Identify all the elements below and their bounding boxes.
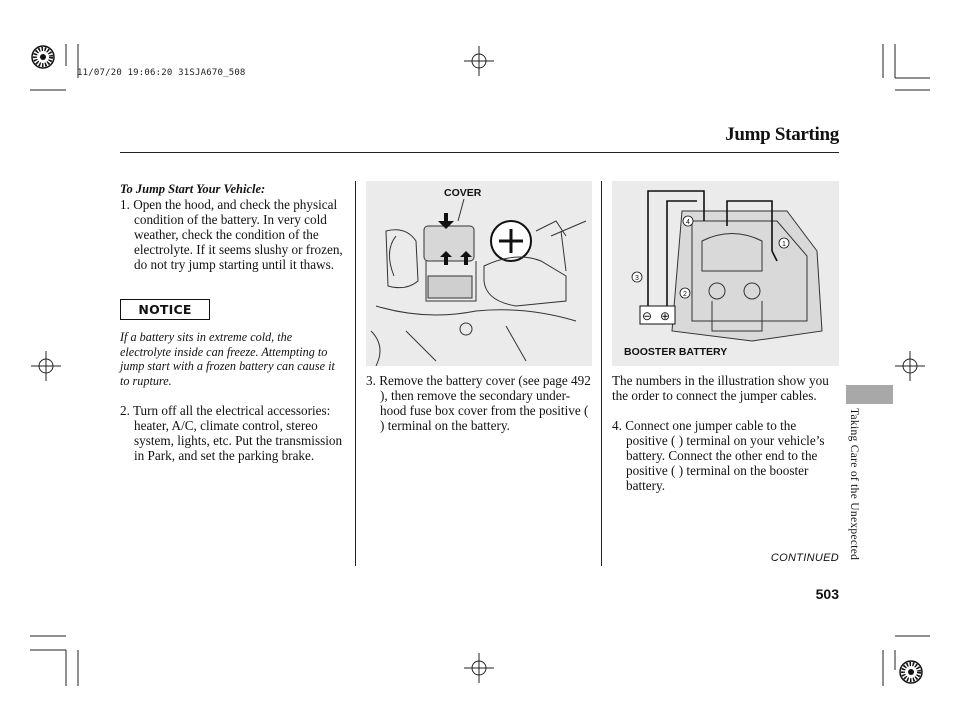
section-heading: To Jump Start Your Vehicle: <box>120 182 266 196</box>
registration-target-top-left <box>32 46 54 68</box>
continued-label: CONTINUED <box>770 552 839 564</box>
callout-1-text: 1 <box>782 241 786 248</box>
booster-battery-label: BOOSTER BATTERY <box>624 346 728 358</box>
page-title: Jump Starting <box>725 124 839 145</box>
column-divider-left <box>355 181 356 566</box>
left-column <box>120 182 344 272</box>
print-stamp: 11/07/20 19:06:20 31SJA670_508 <box>77 68 246 78</box>
callout-4-text: 4 <box>686 219 690 226</box>
notice-text: If a battery sits in extreme cold, the electrolyte inside can freeze. Attempting to jump start with a frozen battery can cause it to rupture. <box>120 330 335 388</box>
column-divider-right <box>601 181 602 566</box>
callout-3-text: 3 <box>635 275 639 282</box>
step-3: 3. Remove the battery cover (see page 492 ), then remove the secondary under-hood fuse box cover from the positive ( ) terminal on the battery. <box>366 373 591 433</box>
callout-2-text: 2 <box>683 291 687 298</box>
engine-bay-illustration <box>366 181 592 366</box>
cover-label: COVER <box>444 187 482 199</box>
step-3-block <box>366 373 592 433</box>
jumper-cable-figure <box>612 181 839 366</box>
step-2: 2. Turn off all the electrical accessories: heater, A/C, climate control, stereo system, lights, etc. Put the transmission in Park, and set the parking brake. <box>120 403 343 463</box>
step-4: 4. Connect one jumper cable to the positive ( ) terminal on your vehicle’s battery. Connect the other end to the positive ( ) terminal on the booster battery. <box>612 418 825 493</box>
title-rule <box>120 152 839 153</box>
step-2-block <box>120 403 344 463</box>
battery-cover-figure <box>366 181 592 366</box>
section-tab-text: Taking Care of the Unexpected <box>848 408 860 561</box>
page-number: 503 <box>815 586 839 602</box>
svg-text:⊕: ⊕ <box>660 309 671 323</box>
section-tab <box>846 385 893 404</box>
callout-markers <box>612 181 839 366</box>
step-1: 1. Open the hood, and check the physical condition of the battery. In very cold weather, check the condition of the electrolyte. If it seems slushy or frozen, do not try jump starting until it thaws. <box>120 197 343 272</box>
right-text-block <box>612 373 840 493</box>
notice-label: NOTICE <box>120 299 210 320</box>
intro-text: The numbers in the illustration show you the order to connect the jumper cables. <box>612 373 829 403</box>
registration-target-bottom-right <box>900 661 922 683</box>
svg-text:⊖: ⊖ <box>642 309 653 323</box>
